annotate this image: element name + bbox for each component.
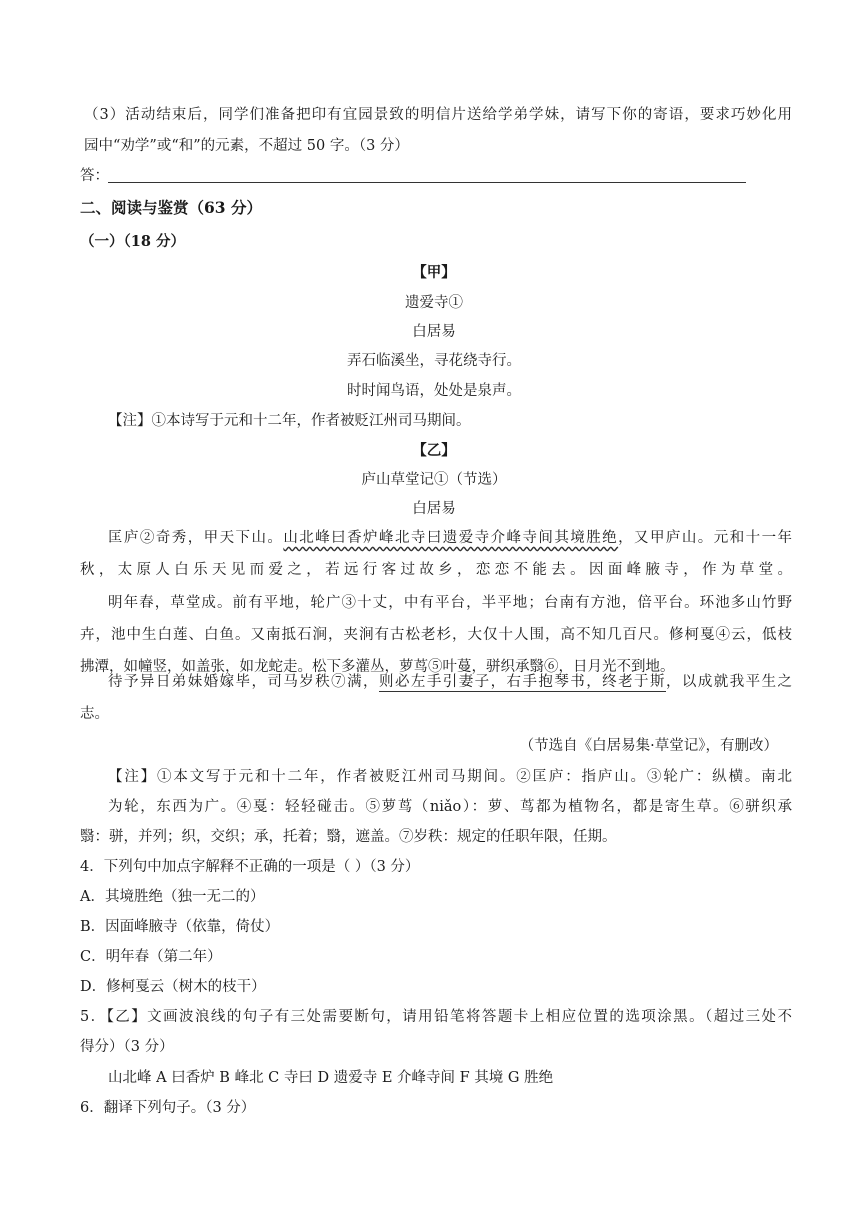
wavy-underlined-sentence: 山北峰曰香炉峰北寺曰遗爱寺介峰寺间其境胜绝 xyxy=(283,530,619,546)
prose-text: 待予异日弟妹婚嫁毕，司马岁秩⑦满， xyxy=(108,674,379,690)
poem-author: 白居易 xyxy=(412,324,456,340)
prose-text: 匡庐②奇秀，甲天下山。 xyxy=(108,530,284,546)
prose-paragraph xyxy=(108,528,792,548)
prose-line: 秋，太原人白乐天见而爱之，若远行客过故乡，恋恋不能去。因面峰腋寺，作为草堂。 xyxy=(80,562,792,578)
q4-option-b[interactable]: B．因面峰腋寺（依靠，倚仗） xyxy=(80,919,280,935)
q5-stem: 5．【乙】文画波浪线的句子有三处需要断句，请用铅笔将答题卡上相应位置的选项涂黑。（超过三处不 xyxy=(80,1009,792,1025)
q3-line1: （3）活动结束后，同学们准备把印有宜园景致的明信片送给学弟学妹，请写下你的寄语，要求巧妙化用 xyxy=(84,107,792,123)
prose-author: 白居易 xyxy=(412,501,456,517)
q6-stem: 6．翻译下列句子。（3 分） xyxy=(80,1100,256,1116)
prose-title: 庐山草堂记①（节选） xyxy=(361,472,507,488)
q4-stem: 4．下列句中加点字解释不正确的一项是（ ）（3 分） xyxy=(80,859,420,875)
poem-tag: 【甲】 xyxy=(412,264,456,281)
answer-label: 答： xyxy=(80,168,109,184)
prose-line: 卉，池中生白莲、白鱼。又南抵石涧，夹涧有古松老杉，大仅十人围，高不知几百尺。修柯戛④云，低枝 xyxy=(80,627,792,643)
q4-option-a[interactable]: A．其境胜绝（独一无二的） xyxy=(80,889,265,905)
underlined-sentence: 则必左手引妻子，右手抱琴书，终老于斯 xyxy=(379,674,666,690)
poem-line: 时时闻鸟语，处处是泉声。 xyxy=(347,383,521,399)
prose-line: 志。 xyxy=(80,706,109,722)
poem-note: 【注】①本诗写于元和十二年，作者被贬江州司马期间。 xyxy=(108,413,471,429)
section-title: 二、阅读与鉴赏（63 分） xyxy=(80,198,262,217)
prose-text: ，以成就我平生之 xyxy=(665,674,793,690)
q3-line2: 园中“劝学”或“和”的元素，不超过 50 字。（3 分） xyxy=(84,138,409,154)
prose-source: （节选自《白居易集·草堂记》，有删改） xyxy=(519,738,778,754)
q4-option-d[interactable]: D．修柯戛云（树木的枝干） xyxy=(80,979,266,995)
prose-tag: 【乙】 xyxy=(412,442,456,459)
q4-option-c[interactable]: C．明年春（第二年） xyxy=(80,949,222,965)
q5-choices: 山北峰 A 曰香炉 B 峰北 C 寺曰 D 遗爱寺 E 介峰寺间 F 其境 G 胜绝 xyxy=(108,1070,554,1086)
prose-paragraph xyxy=(108,672,792,692)
prose-note: 翳：骈，并列；织，交织；承，托着；翳，遮盖。⑦岁秩：规定的任职年限，任期。 xyxy=(80,829,617,845)
prose-text: ，又甲庐山。元和十一年 xyxy=(618,530,793,546)
prose-line: 明年春，草堂成。前有平地，轮广③十丈，中有平台，半平地；台南有方池，倍平台。环池多山竹野 xyxy=(108,595,792,611)
prose-line: 拂潭，如幢竖，如盖张，如龙蛇走。松下多灌丛，萝茑⑤叶蔓，骈织承翳⑥，日月光不到地。 xyxy=(80,659,675,675)
prose-note: 【注】①本文写于元和十二年，作者被贬江州司马期间。②匡庐：指庐山。③轮广：纵横。南北 xyxy=(108,769,792,785)
poem-title: 遗爱寺① xyxy=(405,295,463,311)
q5-stem-cont: 得分）（3 分） xyxy=(80,1039,174,1055)
prose-note: 为轮，东西为广。④戛：轻轻碰击。⑤萝茑（niǎo）：萝、茑都为植物名，都是寄生草。⑥骈织承 xyxy=(108,799,792,815)
answer-line[interactable] xyxy=(108,182,746,183)
part-title: （一）（18 分） xyxy=(80,233,185,250)
poem-line: 弄石临溪坐，寻花绕寺行。 xyxy=(347,353,521,369)
